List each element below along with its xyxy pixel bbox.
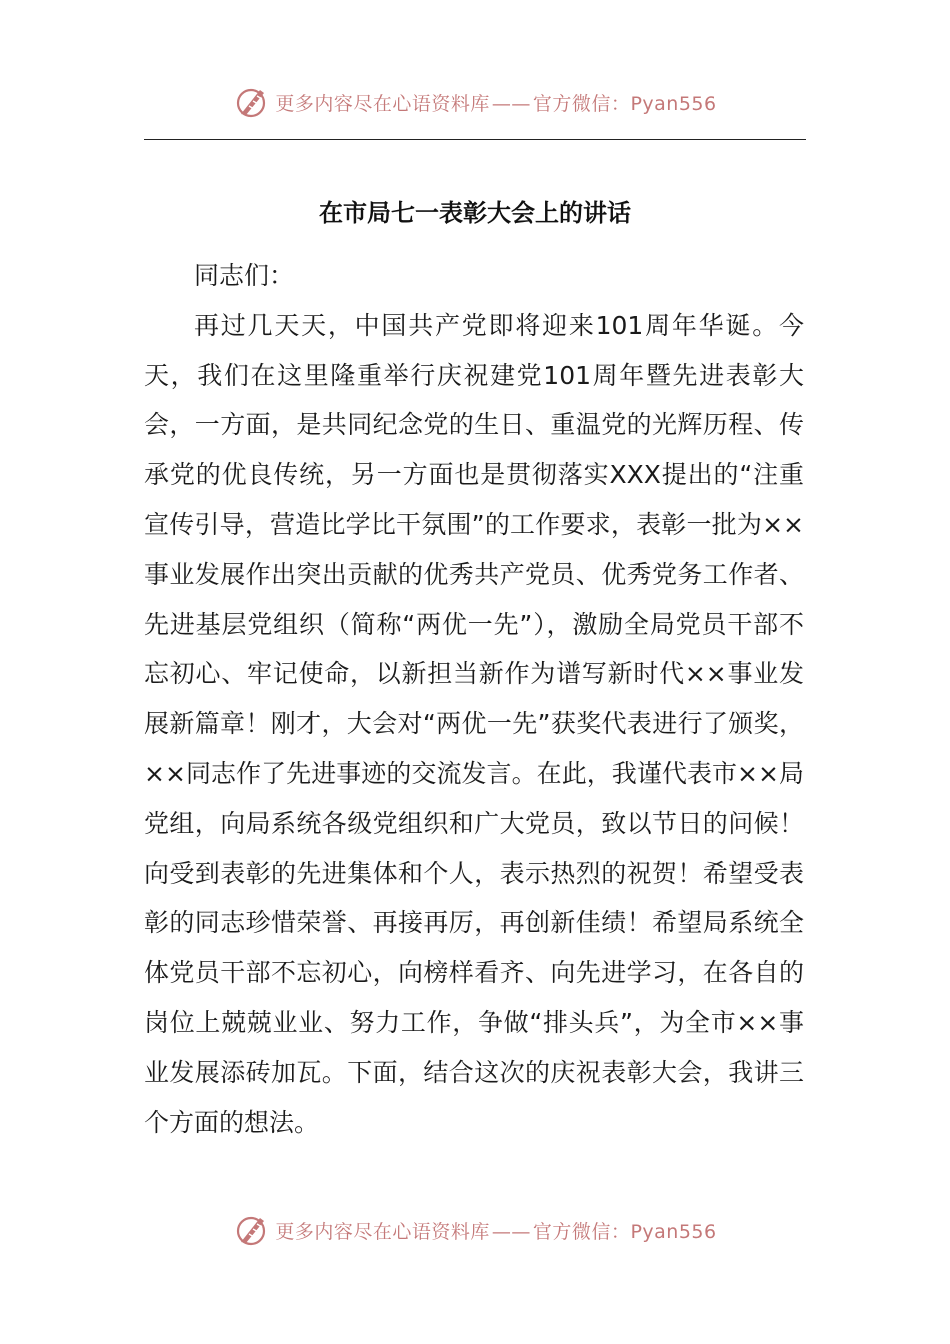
watermark-separator: ——: [491, 92, 531, 115]
watermark-wechat-id: Pyan556: [630, 92, 717, 115]
salutation: 同志们：: [194, 261, 295, 290]
watermark-wechat-label: 官方微信：: [532, 92, 631, 115]
watermark-text: [275, 1217, 716, 1244]
footer-watermark: [0, 1208, 950, 1252]
watermark-label: 更多内容尽在心语资料库: [275, 1220, 490, 1243]
body-paragraph: 再过几天天，中国共产党即将迎来101周年华诞。今天，我们在这里隆重举行庆祝建党101周年暨先进表彰大会，一方面，是共同纪念党的生日、重温党的光辉历程、传承党的优良传统，另一方面也是贯彻落实XXX提出的“注重宣传引导，营造比学比干氛围”的工作要求，表彰一批为××事业发展作出突出贡献的优秀共产党员、优秀党务工作者、先进基层党组织（简称“两优一先”），激励全局党员干部不忘初心、牢记使命，以新担当新作为谱写新时代××事业发展新篇章！刚才，大会对“两优一先”获奖代表进行了颁奖，××同志作了先进事迹的交流发言。在此，我谨代表市××局党组，向局系统各级党组织和广大党员，致以节日的问候！向受到表彰的先进集体和个人，表示热烈的祝贺！希望受表彰的同志珍惜荣誉、再接再厉，再创新佳绩！希望局系统全体党员干部不忘初心，向榜样看齐、向先进学习，在各自的岗位上兢兢业业、努力工作，争做“排头兵”，为全市××事业发展添砖加瓦。下面，结合这次的庆祝表彰大会，我讲三个方面的想法。: [144, 310, 804, 1137]
watermark-text: [275, 89, 716, 116]
header-watermark: [0, 80, 950, 124]
watermark-separator: ——: [491, 1220, 531, 1243]
quill-pen-logo-icon: [233, 1212, 269, 1248]
quill-pen-logo-icon: [233, 84, 269, 120]
document-title: 在市局七一表彰大会上的讲话: [319, 199, 631, 228]
watermark-wechat-label: 官方微信：: [532, 1220, 631, 1243]
watermark-wechat-id: Pyan556: [630, 1220, 717, 1243]
watermark-label: 更多内容尽在心语资料库: [275, 92, 490, 115]
header-divider: [144, 139, 806, 140]
document-body: [144, 251, 804, 1147]
